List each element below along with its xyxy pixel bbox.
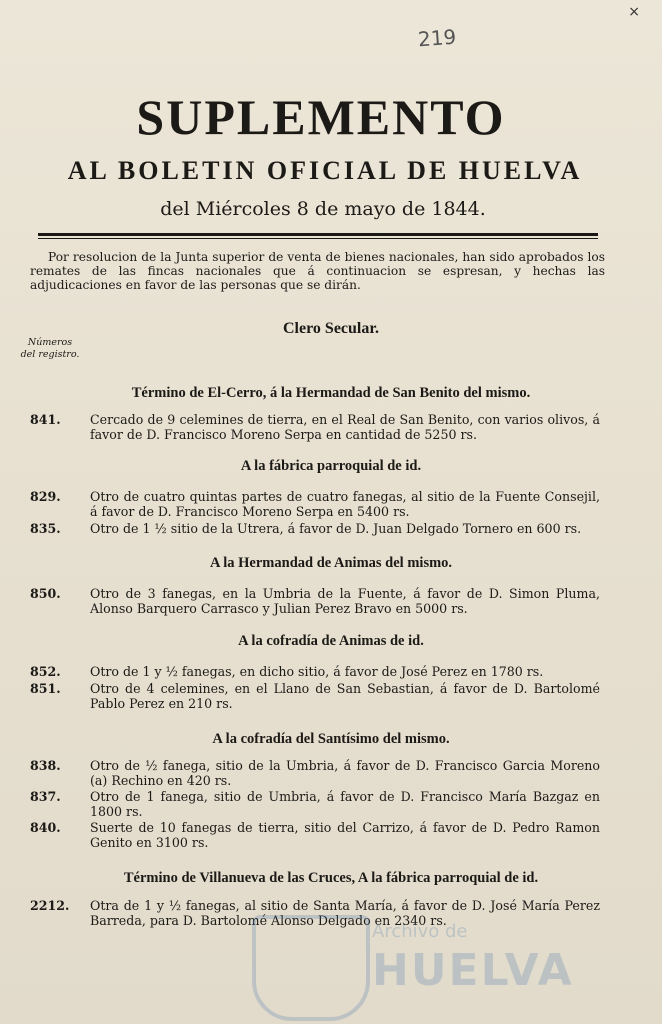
divider-thin — [38, 238, 598, 239]
section-title: Clero Secular. — [283, 320, 379, 337]
entry-text: Otro de 1 ½ sitio de la Utrera, á favor de D. Juan Delgado Tornero en 600 rs. — [90, 521, 582, 536]
archive-watermark — [252, 915, 597, 1015]
list-item — [30, 664, 600, 679]
registry-number: 2212. — [30, 898, 70, 913]
list-item — [30, 586, 600, 616]
corner-mark: × — [628, 4, 640, 20]
registry-number: 829. — [30, 489, 61, 504]
entry-text: Otro de 1 fanega, sitio de Umbria, á favor de D. Francisco María Bazgaz en 1800 rs. — [90, 789, 600, 819]
page-title: SUPLEMENTO — [136, 89, 506, 145]
watermark-caption: Archivo de — [372, 921, 468, 942]
registry-number: 852. — [30, 664, 61, 679]
registry-number: 841. — [30, 412, 61, 427]
group-heading: Término de Villanueva de las Cruces, A la fábrica parroquial de id. — [123, 870, 539, 886]
entry-text: Otro de 4 celemines, en el Llano de San Sebastian, á favor de D. Bartolomé Pablo Perez en 210 rs. — [90, 681, 600, 711]
group-heading: A la fábrica parroquial de id. — [240, 458, 422, 474]
entry-text: Otro de cuatro quintas partes de cuatro fanegas, al sitio de la Fuente Consejil, á favor de D. Francisco Moreno Serpa en 5400 rs. — [90, 489, 600, 519]
registry-number: 840. — [30, 820, 61, 835]
entry-text: Otro de 3 fanegas, en la Umbria de la Fuente, á favor de D. Simon Pluma, Alonso Barquero Carrasco y Julian Perez Bravo en 5000 rs. — [90, 586, 600, 616]
divider — [38, 233, 598, 236]
registry-number: 838. — [30, 758, 61, 773]
folio-number: 219 — [417, 24, 457, 52]
entry-text: Cercado de 9 celemines de tierra, en el Real de San Benito, con varios olivos, á favor de D. Francisco Moreno Serpa en cantidad de 5250 rs. — [90, 412, 600, 442]
list-item — [30, 489, 600, 519]
list-item — [30, 758, 600, 788]
registry-number: 850. — [30, 586, 61, 601]
shield-icon — [252, 915, 370, 1021]
group-heading: A la cofradía de Animas de id. — [238, 633, 424, 649]
page-subtitle: AL BOLETIN OFICIAL DE HUELVA — [67, 156, 583, 185]
list-item — [30, 789, 600, 819]
list-item — [30, 681, 600, 711]
group-heading: Término de El-Cerro, á la Hermandad de San Benito del mismo. — [131, 385, 531, 401]
entry-text: Otra de 1 y ½ fanegas, al sitio de Santa María, á favor de D. José María Perez Barreda, para D. Bartolomé Alonso Delgado en 2340 rs. — [90, 898, 600, 928]
list-item — [30, 412, 600, 442]
list-item — [30, 820, 600, 850]
registry-numbers-label: Números del registro. — [20, 337, 80, 360]
list-item — [30, 521, 600, 536]
watermark-word: HUELVA — [372, 945, 574, 996]
registry-number: 851. — [30, 681, 61, 696]
intro-paragraph: Por resolucion de la Junta superior de venta de bienes nacionales, han sido aprobados los remates de las fincas nacionales que á continuacion se espresan, y hechas las adjudicaciones en favor de las personas que se dirán. — [30, 250, 605, 292]
group-heading: A la Hermandad de Animas del mismo. — [209, 555, 453, 571]
registry-number: 835. — [30, 521, 61, 536]
date-line: del Miércoles 8 de mayo de 1844. — [160, 198, 486, 220]
group-heading: A la cofradía del Santísimo del mismo. — [212, 731, 450, 747]
registry-number: 837. — [30, 789, 61, 804]
entry-text: Suerte de 10 fanegas de tierra, sitio del Carrizo, á favor de D. Pedro Ramon Genito en 3100 rs. — [90, 820, 600, 850]
entry-text: Otro de ½ fanega, sitio de la Umbria, á favor de D. Francisco Garcia Moreno (a) Rechino en 420 rs. — [90, 758, 600, 788]
entry-text: Otro de 1 y ½ fanegas, en dicho sitio, á favor de José Perez en 1780 rs. — [90, 664, 544, 679]
